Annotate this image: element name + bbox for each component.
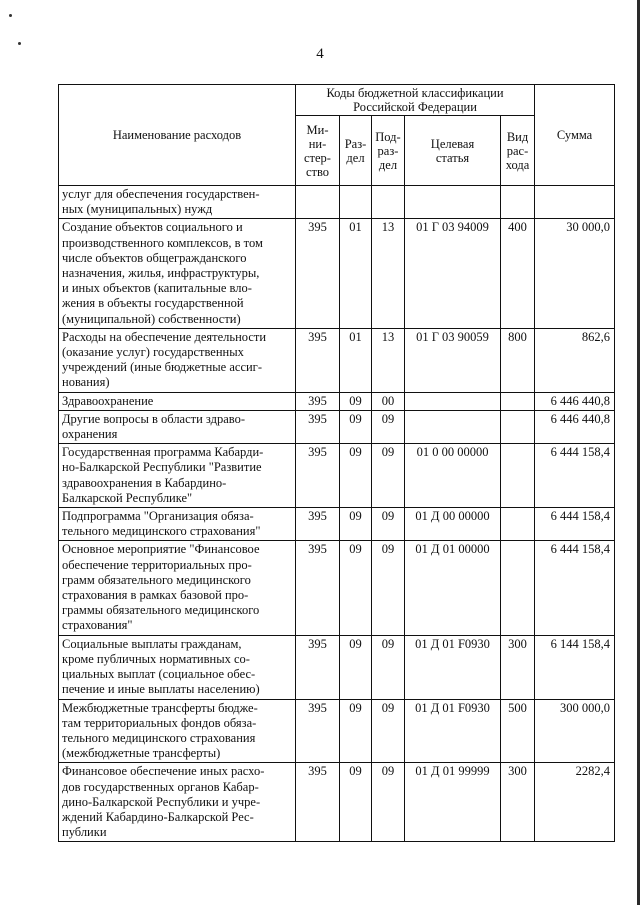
row-name: Социальные выплаты гражданам, кроме публичных нормативных со- циальных выплат (социальное обес- печение и иные выплаты населению) — [59, 635, 296, 699]
row-subsection-code: 09 — [372, 410, 405, 443]
row-amount: 2282,4 — [535, 763, 615, 842]
row-subsection-code: 09 — [372, 635, 405, 699]
row-amount: 862,6 — [535, 328, 615, 392]
header-expense-type: Вид рас- хода — [501, 116, 535, 186]
header-section: Раз- дел — [340, 116, 372, 186]
row-subsection-code: 09 — [372, 541, 405, 635]
row-name: Здравоохранение — [59, 392, 296, 410]
row-amount: 6 444 158,4 — [535, 444, 615, 508]
row-amount: 6 446 440,8 — [535, 392, 615, 410]
row-expense-type-code — [501, 444, 535, 508]
table-row — [59, 444, 615, 508]
row-section-code: 09 — [340, 508, 372, 541]
row-amount: 6 144 158,4 — [535, 635, 615, 699]
row-ministry-code: 395 — [296, 508, 340, 541]
row-target-code: 01 Д 01 99999 — [405, 763, 501, 842]
row-name: Государственная программа Кабарди- но-Балкарской Республики "Развитие здравоохранения в Кабардино- Балкарской Республике" — [59, 444, 296, 508]
row-subsection-code: 00 — [372, 392, 405, 410]
budget-table — [58, 84, 615, 842]
header-ministry: Ми- ни- стер- ство — [296, 116, 340, 186]
table-row — [59, 186, 615, 219]
row-section-code: 09 — [340, 410, 372, 443]
row-amount: 6 444 158,4 — [535, 508, 615, 541]
row-target-code: 01 Д 00 00000 — [405, 508, 501, 541]
row-section-code: 09 — [340, 541, 372, 635]
row-section-code: 01 — [340, 328, 372, 392]
row-subsection-code: 09 — [372, 699, 405, 763]
header-codes-group: Коды бюджетной классификации Российской Федерации — [296, 85, 535, 116]
row-target-code: 01 0 00 00000 — [405, 444, 501, 508]
row-target-code — [405, 392, 501, 410]
row-expense-type-code: 300 — [501, 635, 535, 699]
table-row — [59, 541, 615, 635]
row-section-code: 09 — [340, 392, 372, 410]
row-expense-type-code: 500 — [501, 699, 535, 763]
header-amount: Сумма — [535, 85, 615, 186]
table-row — [59, 699, 615, 763]
row-name: Межбюджетные трансферты бюдже- там территориальных фондов обяза- тельного медицинского страхования (межбюджетные трансферты) — [59, 699, 296, 763]
table-row — [59, 763, 615, 842]
row-subsection-code — [372, 186, 405, 219]
row-ministry-code: 395 — [296, 541, 340, 635]
row-amount: 6 444 158,4 — [535, 541, 615, 635]
row-amount: 30 000,0 — [535, 219, 615, 328]
row-section-code: 09 — [340, 763, 372, 842]
row-target-code: 01 Д 01 F0930 — [405, 699, 501, 763]
row-section-code — [340, 186, 372, 219]
row-subsection-code: 09 — [372, 444, 405, 508]
row-subsection-code: 09 — [372, 763, 405, 842]
scan-speck — [9, 14, 12, 17]
row-name: Основное мероприятие "Финансовое обеспечение территориальных про- грамм обязательного медицинского страхования в рамках базовой про- граммы обязательного медицинского страхования" — [59, 541, 296, 635]
row-name: Создание объектов социального и производственного комплексов, в том числе объектов общегражданского назначения, жилья, инфраструктуры, и иных объектов (капитальные вло- жения в объекты государственной (муниципальной) собственности) — [59, 219, 296, 328]
row-ministry-code: 395 — [296, 763, 340, 842]
row-ministry-code: 395 — [296, 410, 340, 443]
header-subsection: Под- раз- дел — [372, 116, 405, 186]
row-target-code: 01 Г 03 90059 — [405, 328, 501, 392]
row-target-code: 01 Д 01 F0930 — [405, 635, 501, 699]
table-body — [59, 186, 615, 842]
table-row — [59, 219, 615, 328]
row-ministry-code: 395 — [296, 444, 340, 508]
row-ministry-code: 395 — [296, 328, 340, 392]
header-name: Наименование расходов — [59, 85, 296, 186]
row-amount: 300 000,0 — [535, 699, 615, 763]
row-expense-type-code — [501, 508, 535, 541]
row-name: Расходы на обеспечение деятельности (оказание услуг) государственных учреждений (иные бюджетные ассиг- нования) — [59, 328, 296, 392]
row-target-code — [405, 410, 501, 443]
row-expense-type-code — [501, 392, 535, 410]
row-amount — [535, 186, 615, 219]
row-expense-type-code — [501, 410, 535, 443]
page-number: 4 — [316, 46, 324, 62]
table-row — [59, 392, 615, 410]
row-section-code: 09 — [340, 444, 372, 508]
row-ministry-code: 395 — [296, 635, 340, 699]
row-expense-type-code — [501, 186, 535, 219]
row-ministry-code: 395 — [296, 219, 340, 328]
row-expense-type-code: 300 — [501, 763, 535, 842]
header-target: Целевая статья — [405, 116, 501, 186]
row-name: Другие вопросы в области здраво- охранения — [59, 410, 296, 443]
row-target-code — [405, 186, 501, 219]
row-section-code: 09 — [340, 635, 372, 699]
row-amount: 6 446 440,8 — [535, 410, 615, 443]
row-name: Финансовое обеспечение иных расхо- дов государственных органов Кабар- дино-Балкарской Республики и учре- ждений Кабардино-Балкарской Рес- публики — [59, 763, 296, 842]
row-ministry-code: 395 — [296, 392, 340, 410]
row-expense-type-code: 800 — [501, 328, 535, 392]
table-row — [59, 328, 615, 392]
row-ministry-code — [296, 186, 340, 219]
table-row — [59, 508, 615, 541]
row-target-code: 01 Д 01 00000 — [405, 541, 501, 635]
row-name: услуг для обеспечения государствен- ных (муниципальных) нужд — [59, 186, 296, 219]
row-subsection-code: 13 — [372, 219, 405, 328]
row-section-code: 01 — [340, 219, 372, 328]
scan-speck — [18, 42, 21, 45]
row-expense-type-code — [501, 541, 535, 635]
row-target-code: 01 Г 03 94009 — [405, 219, 501, 328]
table-row — [59, 410, 615, 443]
row-subsection-code: 09 — [372, 508, 405, 541]
row-expense-type-code: 400 — [501, 219, 535, 328]
row-name: Подпрограмма "Организация обяза- тельного медицинского страхования" — [59, 508, 296, 541]
row-subsection-code: 13 — [372, 328, 405, 392]
row-ministry-code: 395 — [296, 699, 340, 763]
table-row — [59, 635, 615, 699]
row-section-code: 09 — [340, 699, 372, 763]
